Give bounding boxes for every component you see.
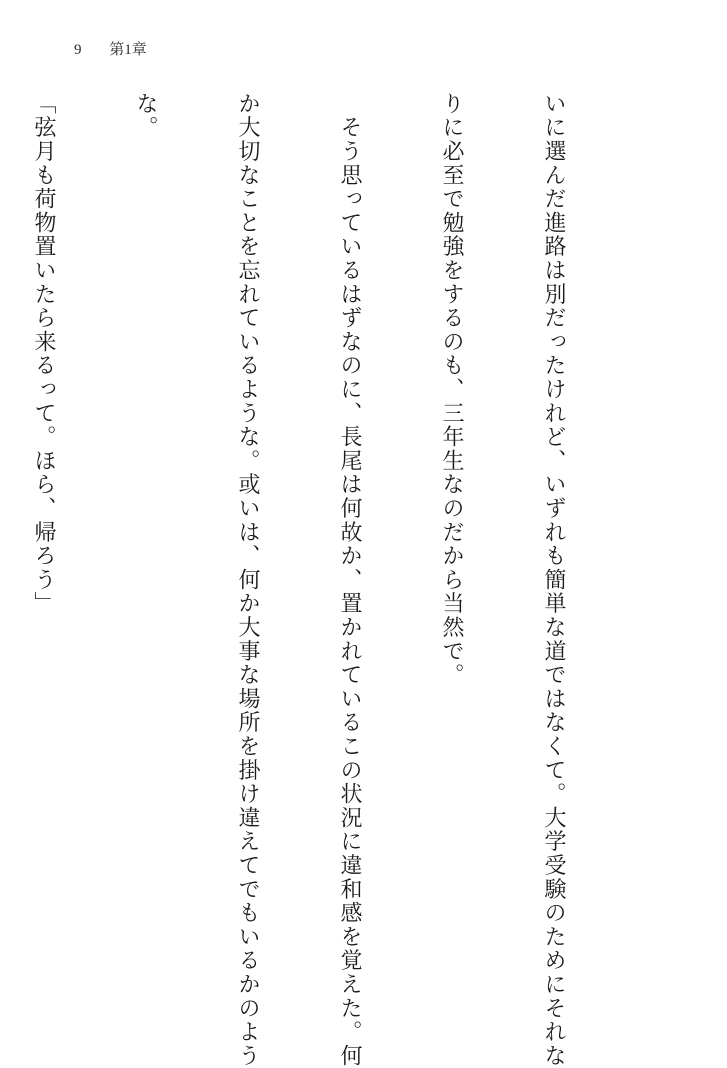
text-line: な。 [133,92,158,140]
page-number: 9 [74,42,82,58]
text-line: 「弦月も荷物置いたら来るって。ほら、帰ろう」 [31,92,56,616]
text-line: りに必至で勉強をするのも、三年生なのだから当然で。 [439,92,464,687]
vertical-text-body [31,92,638,1068]
text-line: いに選んだ進路は別だったけれど、いずれも簡単な道ではなくて。大学受験のためにそれな [541,92,566,1068]
chapter-label: 第1章 [109,42,147,58]
text-line: か大切なことを忘れているような。或いは、何か大事な場所を掛け違えてでもいるかのよう [235,92,260,1068]
text-line: そう思っているはずなのに、長尾は何故か、置かれているこの状況に違和感を覚えた。何 [337,92,362,1068]
running-header [74,38,147,59]
